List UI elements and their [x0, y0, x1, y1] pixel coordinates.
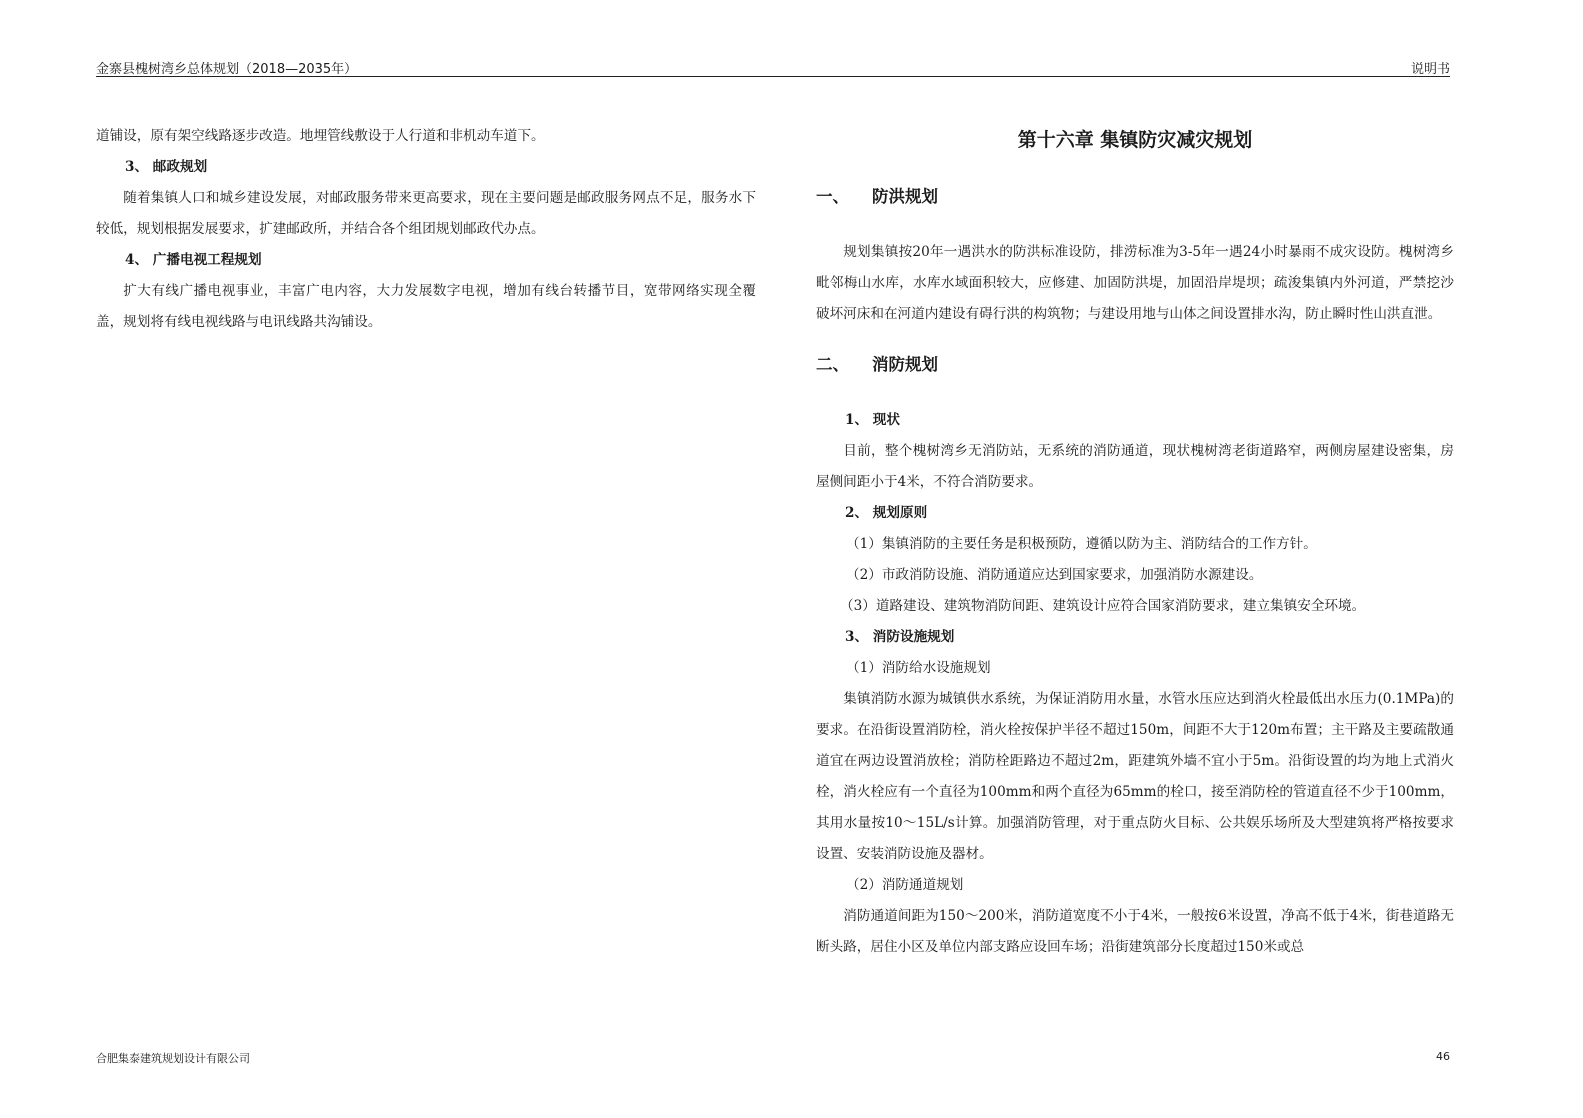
- status-paragraph: 目前，整个槐树湾乡无消防站，无系统的消防通道，现状槐树湾老街道路窄，两侧房屋建设密集，房屋侧间距小于4米，不符合消防要求。: [816, 443, 1454, 490]
- fire-lane-paragraph: 消防通道间距为150～200米，消防道宽度不小于4米，一般按6米设置，净高不低于4米，街巷道路无断头路，居住小区及单位内部支路应设回车场；沿街建筑部分长度超过150米或总: [816, 908, 1454, 955]
- status-heading: 1、 现状: [845, 412, 900, 428]
- footer-company: 合肥集泰建筑规划设计有限公司: [96, 1052, 250, 1065]
- section-fire-title: 消防规划: [872, 355, 938, 374]
- flood-paragraph: 规划集镇按20年一遇洪水的防洪标准设防，排涝标准为3-5年一遇24小时暴雨不成灾设防。槐树湾乡毗邻梅山水库，水库水域面积较大，应修建、加固防洪堤，加固沿岸堤坝；疏浚集镇内外河道，严禁挖沙破坏河床和在河道内建设有碍行洪的构筑物；与建设用地与山体之间设置排水沟，防止瞬时性山洪直泄。: [816, 244, 1454, 322]
- water-supply-paragraph: 集镇消防水源为城镇供水系统，为保证消防用水量，水管水压应达到消火栓最低出水压力(0.1MPa)的要求。在沿街设置消防栓，消火栓按保护半径不超过150m，间距不大于120m布置；主干路及主要疏散通道宜在两边设置消放栓；消防栓距路边不超过2m，距建筑外墙不宜小于5m。沿街设置的均为地上式消火栓，消火栓应有一个直径为100mm和两个直径为65mm的栓口，接至消防栓的管道直径不少于100mm，其用水量按10～15L/s计算。加强消防管理，对于重点防火目标、公共娱乐场所及大型建筑将严格按要求设置、安装消防设施及器材。: [816, 691, 1454, 862]
- water-supply-heading: （1）消防给水设施规划: [846, 660, 991, 676]
- section-flood-heading: [816, 178, 1454, 216]
- principle-item: （1）集镇消防的主要任务是积极预防，遵循以防为主、消防结合的工作方针。: [846, 536, 1317, 552]
- header-divider: [96, 76, 1450, 77]
- fire-lane-heading: （2）消防通道规划: [846, 877, 964, 893]
- page-number: 46: [1436, 1050, 1450, 1063]
- principles-heading: 2、 规划原则: [845, 505, 928, 521]
- section-flood-number: 一、: [816, 187, 849, 206]
- tv-paragraph: 扩大有线广播电视事业，丰富广电内容，大力发展数字电视，增加有线台转播节目，宽带网络实现全覆盖，规划将有线电视线路与电讯线路共沟铺设。: [96, 283, 756, 330]
- postal-paragraph: 随着集镇人口和城乡建设发展，对邮政服务带来更高要求，现在主要问题是邮政服务网点不足，服务水下较低，规划根据发展要求，扩建邮政所，并结合各个组团规划邮政代办点。: [96, 190, 756, 237]
- chapter-title: 第十六章 集镇防灾减灾规划: [1017, 129, 1253, 151]
- section-fire-number: 二、: [816, 355, 849, 374]
- principle-item: （3）道路建设、建筑物消防间距、建筑设计应符合国家消防要求，建立集镇安全环境。: [840, 598, 1366, 614]
- right-column: [816, 121, 1454, 963]
- principle-item: （2）市政消防设施、消防通道应达到国家要求，加强消防水源建设。: [846, 567, 1263, 583]
- left-column: [96, 121, 756, 338]
- header-doc-type: 说明书: [1410, 62, 1450, 77]
- header-title: 金寨县槐树湾乡总体规划（2018—2035年）: [96, 62, 358, 77]
- section-fire-heading: [816, 346, 1454, 384]
- tv-heading: 4、 广播电视工程规划: [125, 252, 262, 268]
- facilities-heading: 3、 消防设施规划: [845, 629, 955, 645]
- continued-paragraph: 道铺设，原有架空线路逐步改造。地埋管线敷设于人行道和非机动车道下。: [96, 128, 545, 144]
- postal-heading: 3、 邮政规划: [125, 159, 208, 175]
- section-flood-title: 防洪规划: [872, 187, 938, 206]
